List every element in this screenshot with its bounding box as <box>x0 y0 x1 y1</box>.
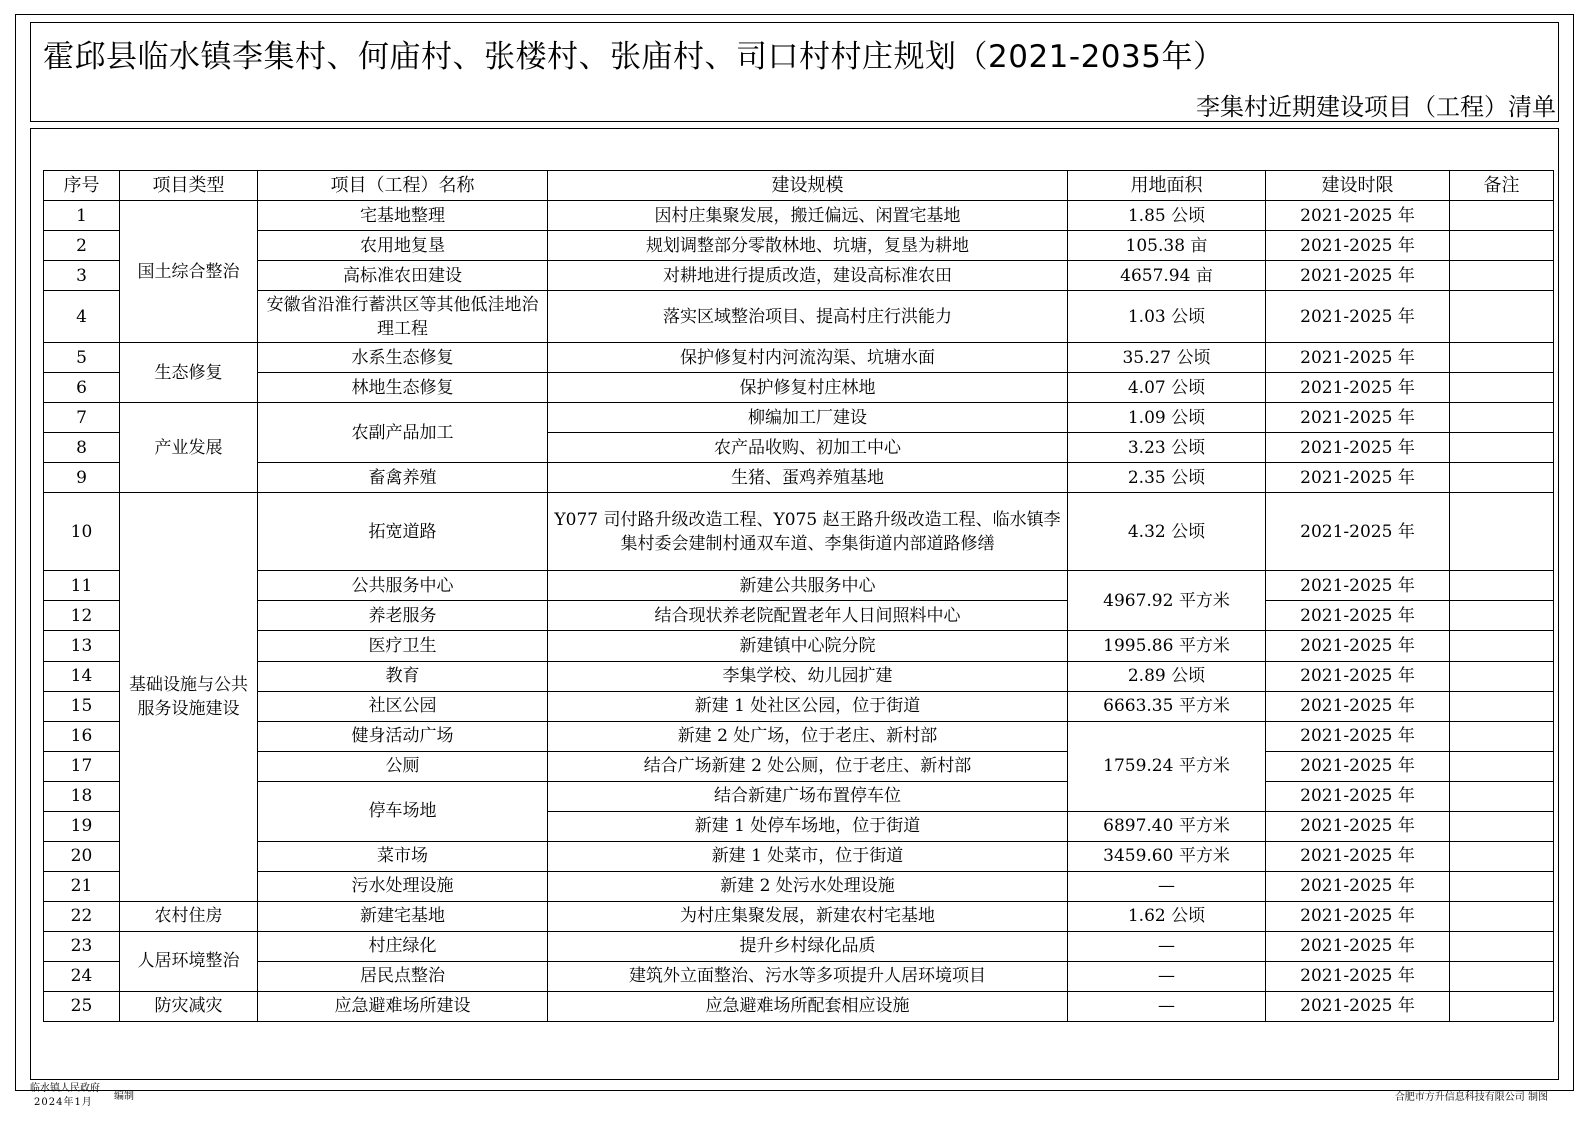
row-no: 20 <box>44 841 120 871</box>
table-row <box>44 373 1554 403</box>
row-period: 2021-2025 年 <box>1266 661 1450 691</box>
row-area: 4657.94 亩 <box>1068 261 1266 291</box>
row-scale: 农产品收购、初加工中心 <box>548 433 1068 463</box>
row-scale: 结合新建广场布置停车位 <box>548 781 1068 811</box>
row-scale: 规划调整部分零散林地、坑塘，复垦为耕地 <box>548 231 1068 261</box>
row-scale: 新建公共服务中心 <box>548 571 1068 601</box>
row-no: 15 <box>44 691 120 721</box>
row-remark <box>1450 781 1554 811</box>
type-cell: 人居环境整治 <box>120 931 258 991</box>
row-area: 1.03 公顷 <box>1068 291 1266 343</box>
row-period: 2021-2025 年 <box>1266 991 1450 1021</box>
row-period: 2021-2025 年 <box>1266 463 1450 493</box>
row-remark <box>1450 661 1554 691</box>
row-period: 2021-2025 年 <box>1266 231 1450 261</box>
row-remark <box>1450 931 1554 961</box>
row-period: 2021-2025 年 <box>1266 841 1450 871</box>
row-area: 1.09 公顷 <box>1068 403 1266 433</box>
row-area: 2.89 公顷 <box>1068 661 1266 691</box>
row-no: 4 <box>44 291 120 343</box>
type-cell: 农村住房 <box>120 901 258 931</box>
issue-date: 2024年1月 <box>34 1097 93 1108</box>
project-table <box>43 170 1554 1022</box>
row-scale: 新建 1 处社区公园，位于街道 <box>548 691 1068 721</box>
row-name: 农副产品加工 <box>258 403 548 463</box>
row-period: 2021-2025 年 <box>1266 403 1450 433</box>
table-row <box>44 751 1554 781</box>
row-period: 2021-2025 年 <box>1266 601 1450 631</box>
col-header-type: 项目类型 <box>120 171 258 201</box>
table-row <box>44 403 1554 433</box>
row-scale: 因村庄集聚发展，搬迁偏远、闲置宅基地 <box>548 201 1068 231</box>
row-no: 5 <box>44 343 120 373</box>
row-name: 健身活动广场 <box>258 721 548 751</box>
row-no: 1 <box>44 201 120 231</box>
table-row <box>44 261 1554 291</box>
row-scale: 李集学校、幼儿园扩建 <box>548 661 1068 691</box>
row-period: 2021-2025 年 <box>1266 811 1450 841</box>
row-area: 3.23 公顷 <box>1068 433 1266 463</box>
footer-credit: 合肥市方升信息科技有限公司 制图 <box>1394 1092 1548 1103</box>
row-no: 22 <box>44 901 120 931</box>
row-area: 4967.92 平方米 <box>1068 571 1266 631</box>
row-remark <box>1450 751 1554 781</box>
row-remark <box>1450 343 1554 373</box>
row-area: — <box>1068 991 1266 1021</box>
row-name: 居民点整治 <box>258 961 548 991</box>
table-row <box>44 601 1554 631</box>
row-scale: Y077 司付路升级改造工程、Y075 赵王路升级改造工程、临水镇李集村委会建制村通双车道、李集街道内部道路修缮 <box>548 493 1068 571</box>
table-row <box>44 781 1554 811</box>
issuer-name: 临水镇人民政府 <box>30 1083 100 1094</box>
row-period: 2021-2025 年 <box>1266 631 1450 661</box>
row-scale: 柳编加工厂建设 <box>548 403 1068 433</box>
row-period: 2021-2025 年 <box>1266 871 1450 901</box>
row-name: 宅基地整理 <box>258 201 548 231</box>
row-no: 23 <box>44 931 120 961</box>
row-name: 菜市场 <box>258 841 548 871</box>
row-remark <box>1450 373 1554 403</box>
row-remark <box>1450 201 1554 231</box>
table-header-row <box>44 171 1554 201</box>
table-row <box>44 343 1554 373</box>
row-area: 3459.60 平方米 <box>1068 841 1266 871</box>
table-row <box>44 231 1554 261</box>
table-row <box>44 871 1554 901</box>
title-box <box>30 22 1559 122</box>
page-title: 霍邱县临水镇李集村、何庙村、张楼村、张庙村、司口村村庄规划（2021-2035年） <box>43 39 1225 75</box>
row-remark <box>1450 721 1554 751</box>
table-row <box>44 991 1554 1021</box>
row-area: 105.38 亩 <box>1068 231 1266 261</box>
row-period: 2021-2025 年 <box>1266 201 1450 231</box>
row-no: 11 <box>44 571 120 601</box>
row-scale: 新建 2 处污水处理设施 <box>548 871 1068 901</box>
table-row <box>44 691 1554 721</box>
row-remark <box>1450 261 1554 291</box>
row-period: 2021-2025 年 <box>1266 901 1450 931</box>
compiled-label: 编制 <box>114 1091 134 1102</box>
row-scale: 保护修复村内河流沟渠、坑塘水面 <box>548 343 1068 373</box>
row-remark <box>1450 991 1554 1021</box>
row-remark <box>1450 811 1554 841</box>
row-remark <box>1450 403 1554 433</box>
table-row <box>44 291 1554 343</box>
row-remark <box>1450 631 1554 661</box>
row-scale: 对耕地进行提质改造，建设高标准农田 <box>548 261 1068 291</box>
table-row <box>44 631 1554 661</box>
table-row <box>44 961 1554 991</box>
table-row <box>44 901 1554 931</box>
row-no: 7 <box>44 403 120 433</box>
row-name: 高标准农田建设 <box>258 261 548 291</box>
row-no: 18 <box>44 781 120 811</box>
row-period: 2021-2025 年 <box>1266 751 1450 781</box>
row-name: 安徽省沿淮行蓄洪区等其他低洼地治理工程 <box>258 291 548 343</box>
row-name: 林地生态修复 <box>258 373 548 403</box>
row-period: 2021-2025 年 <box>1266 343 1450 373</box>
row-period: 2021-2025 年 <box>1266 691 1450 721</box>
row-name: 医疗卫生 <box>258 631 548 661</box>
row-area: 6663.35 平方米 <box>1068 691 1266 721</box>
table-row <box>44 841 1554 871</box>
row-scale: 提升乡村绿化品质 <box>548 931 1068 961</box>
col-header-name: 项目（工程）名称 <box>258 171 548 201</box>
row-area: 4.32 公顷 <box>1068 493 1266 571</box>
row-scale: 新建 1 处菜市，位于街道 <box>548 841 1068 871</box>
row-period: 2021-2025 年 <box>1266 373 1450 403</box>
row-no: 16 <box>44 721 120 751</box>
row-area: 35.27 公顷 <box>1068 343 1266 373</box>
row-no: 12 <box>44 601 120 631</box>
row-area: 1.85 公顷 <box>1068 201 1266 231</box>
col-header-scale: 建设规模 <box>548 171 1068 201</box>
row-name: 拓宽道路 <box>258 493 548 571</box>
row-remark <box>1450 291 1554 343</box>
type-cell: 防灾减灾 <box>120 991 258 1021</box>
row-period: 2021-2025 年 <box>1266 781 1450 811</box>
table-row <box>44 201 1554 231</box>
table-row <box>44 493 1554 571</box>
row-period: 2021-2025 年 <box>1266 291 1450 343</box>
row-remark <box>1450 691 1554 721</box>
row-scale: 新建 2 处广场，位于老庄、新村部 <box>548 721 1068 751</box>
row-name: 社区公园 <box>258 691 548 721</box>
table-row <box>44 571 1554 601</box>
row-no: 9 <box>44 463 120 493</box>
row-scale: 新建镇中心院分院 <box>548 631 1068 661</box>
row-period: 2021-2025 年 <box>1266 261 1450 291</box>
row-area: 4.07 公顷 <box>1068 373 1266 403</box>
footer-issuer <box>30 1082 134 1110</box>
row-name: 应急避难场所建设 <box>258 991 548 1021</box>
table-row <box>44 721 1554 751</box>
row-no: 6 <box>44 373 120 403</box>
col-header-no: 序号 <box>44 171 120 201</box>
row-period: 2021-2025 年 <box>1266 493 1450 571</box>
row-no: 10 <box>44 493 120 571</box>
row-area: 1995.86 平方米 <box>1068 631 1266 661</box>
type-cell: 基础设施与公共服务设施建设 <box>120 493 258 901</box>
row-area: 6897.40 平方米 <box>1068 811 1266 841</box>
row-no: 14 <box>44 661 120 691</box>
row-name: 村庄绿化 <box>258 931 548 961</box>
type-cell: 国土综合整治 <box>120 201 258 343</box>
table-row <box>44 661 1554 691</box>
row-remark <box>1450 231 1554 261</box>
row-no: 21 <box>44 871 120 901</box>
row-no: 2 <box>44 231 120 261</box>
row-name: 教育 <box>258 661 548 691</box>
type-cell: 生态修复 <box>120 343 258 403</box>
row-scale: 保护修复村庄林地 <box>548 373 1068 403</box>
row-name: 污水处理设施 <box>258 871 548 901</box>
row-area: — <box>1068 931 1266 961</box>
row-scale: 落实区域整治项目、提高村庄行洪能力 <box>548 291 1068 343</box>
col-header-remark: 备注 <box>1450 171 1554 201</box>
row-area: 1.62 公顷 <box>1068 901 1266 931</box>
row-name: 畜禽养殖 <box>258 463 548 493</box>
row-remark <box>1450 841 1554 871</box>
row-no: 25 <box>44 991 120 1021</box>
row-name: 停车场地 <box>258 781 548 841</box>
row-scale: 结合现状养老院配置老年人日间照料中心 <box>548 601 1068 631</box>
row-name: 农用地复垦 <box>258 231 548 261</box>
row-area: 1759.24 平方米 <box>1068 721 1266 811</box>
row-scale: 为村庄集聚发展，新建农村宅基地 <box>548 901 1068 931</box>
row-period: 2021-2025 年 <box>1266 433 1450 463</box>
col-header-area: 用地面积 <box>1068 171 1266 201</box>
row-remark <box>1450 433 1554 463</box>
row-no: 24 <box>44 961 120 991</box>
row-period: 2021-2025 年 <box>1266 931 1450 961</box>
col-header-period: 建设时限 <box>1266 171 1450 201</box>
row-area: 2.35 公顷 <box>1068 463 1266 493</box>
row-no: 3 <box>44 261 120 291</box>
row-remark <box>1450 493 1554 571</box>
row-remark <box>1450 601 1554 631</box>
row-period: 2021-2025 年 <box>1266 571 1450 601</box>
row-remark <box>1450 871 1554 901</box>
row-name: 养老服务 <box>258 601 548 631</box>
type-cell: 产业发展 <box>120 403 258 493</box>
row-scale: 应急避难场所配套相应设施 <box>548 991 1068 1021</box>
row-period: 2021-2025 年 <box>1266 721 1450 751</box>
page-subtitle: 李集村近期建设项目（工程）清单 <box>1196 93 1556 121</box>
table-row <box>44 931 1554 961</box>
row-no: 19 <box>44 811 120 841</box>
row-scale: 结合广场新建 2 处公厕，位于老庄、新村部 <box>548 751 1068 781</box>
row-scale: 建筑外立面整治、污水等多项提升人居环境项目 <box>548 961 1068 991</box>
row-remark <box>1450 571 1554 601</box>
row-remark <box>1450 901 1554 931</box>
row-remark <box>1450 961 1554 991</box>
row-name: 公厕 <box>258 751 548 781</box>
row-remark <box>1450 463 1554 493</box>
row-name: 新建宅基地 <box>258 901 548 931</box>
row-period: 2021-2025 年 <box>1266 961 1450 991</box>
row-scale: 新建 1 处停车场地，位于街道 <box>548 811 1068 841</box>
row-no: 8 <box>44 433 120 463</box>
row-area: — <box>1068 961 1266 991</box>
row-name: 水系生态修复 <box>258 343 548 373</box>
row-area: — <box>1068 871 1266 901</box>
row-no: 17 <box>44 751 120 781</box>
row-no: 13 <box>44 631 120 661</box>
table-row <box>44 463 1554 493</box>
row-name: 公共服务中心 <box>258 571 548 601</box>
row-scale: 生猪、蛋鸡养殖基地 <box>548 463 1068 493</box>
